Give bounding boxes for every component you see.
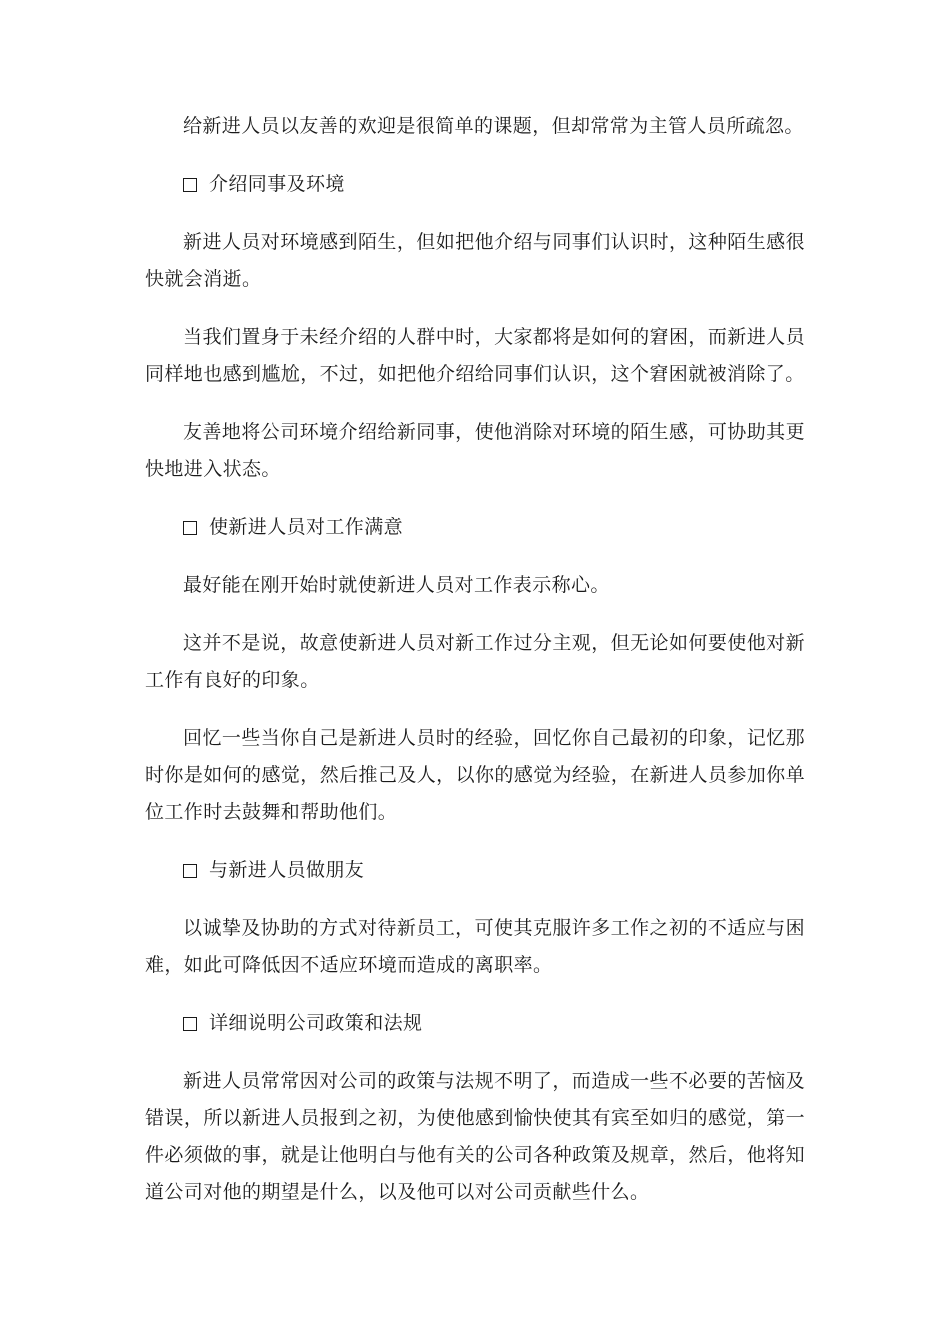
checkbox-icon xyxy=(183,178,197,192)
paragraph: 给新进人员以友善的欢迎是很简单的课题，但却常常为主管人员所疏忽。 xyxy=(183,115,804,137)
section-heading xyxy=(145,166,805,203)
section-heading xyxy=(145,1005,805,1042)
paragraph: 这并不是说，故意使新进人员对新工作过分主观，但无论如何要使他对新工作有良好的印象。 xyxy=(145,632,805,691)
section-heading-label: 介绍同事及环境 xyxy=(209,173,345,195)
document-body xyxy=(145,108,805,1232)
paragraph: 当我们置身于未经介绍的人群中时，大家都将是如何的窘困，而新进人员同样地也感到尴尬，不过，如把他介绍给同事们认识，这个窘困就被消除了。 xyxy=(145,326,805,385)
paragraph: 友善地将公司环境介绍给新同事，使他消除对环境的陌生感，可协助其更快地进入状态。 xyxy=(145,421,805,480)
paragraph: 新进人员常常因对公司的政策与法规不明了，而造成一些不必要的苦恼及错误，所以新进人员报到之初，为使他感到愉快使其有宾至如归的感觉，第一件必须做的事，就是让他明白与他有关的公司各种政策及规章，然后，他将知道公司对他的期望是什么，以及他可以对公司贡献些什么。 xyxy=(145,1070,805,1203)
paragraph: 以诚挚及协助的方式对待新员工，可使其克服许多工作之初的不适应与困难，如此可降低因不适应环境而造成的离职率。 xyxy=(145,917,805,976)
checkbox-icon xyxy=(183,521,197,535)
section-heading-label: 详细说明公司政策和法规 xyxy=(209,1012,423,1034)
paragraph: 最好能在刚开始时就使新进人员对工作表示称心。 xyxy=(183,574,610,596)
section-heading xyxy=(145,509,805,546)
section-heading-label: 与新进人员做朋友 xyxy=(209,859,365,881)
checkbox-icon xyxy=(183,1017,197,1031)
paragraph: 回忆一些当你自己是新进人员时的经验，回忆你自己最初的印象，记忆那时你是如何的感觉，然后推己及人，以你的感觉为经验，在新进人员参加你单位工作时去鼓舞和帮助他们。 xyxy=(145,727,805,823)
checkbox-icon xyxy=(183,864,197,878)
section-heading-label: 使新进人员对工作满意 xyxy=(209,516,404,538)
paragraph: 新进人员对环境感到陌生，但如把他介绍与同事们认识时，这种陌生感很快就会消逝。 xyxy=(145,231,805,290)
section-heading xyxy=(145,852,805,889)
